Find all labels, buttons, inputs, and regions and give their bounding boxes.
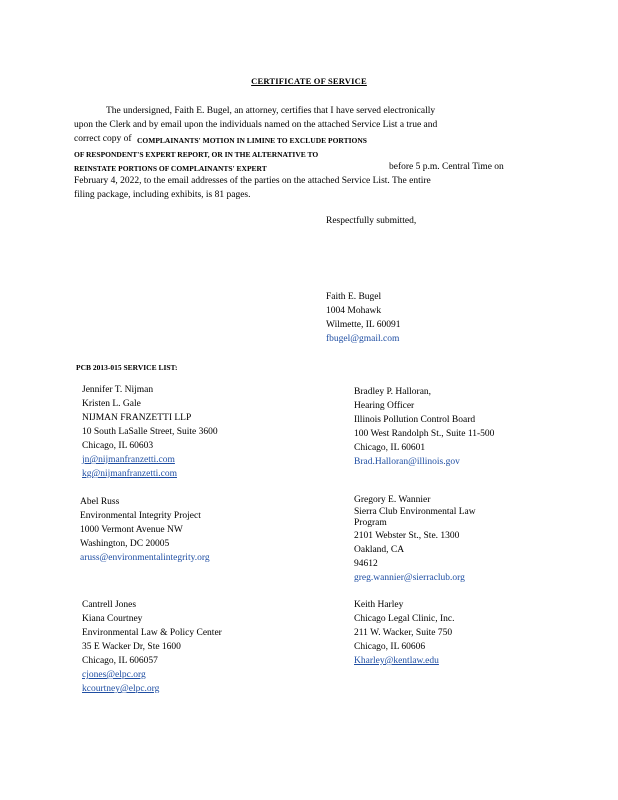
contact-line: Abel Russ bbox=[80, 497, 120, 507]
contact-line: Sierra Club Environmental Law bbox=[354, 507, 476, 517]
contact-email-link[interactable]: aruss@environmentalintegrity.org bbox=[80, 553, 210, 563]
paragraph-line-1: The undersigned, Faith E. Bugel, an attorney, certifies that I have served electronically bbox=[106, 106, 436, 116]
service-contact-russ bbox=[80, 495, 210, 565]
contact-line: Washington, DC 20005 bbox=[80, 539, 170, 549]
contact-line: Program bbox=[354, 518, 387, 528]
contact-email-link[interactable]: kg@nijmanfranzetti.com bbox=[82, 469, 178, 479]
paragraph-line-3: correct copy of bbox=[74, 134, 132, 144]
closing-line-2: February 4, 2022, to the email addresses of the parties on the attached Service List. The entire bbox=[74, 176, 431, 186]
service-contact-nijman bbox=[82, 383, 218, 481]
signature-closing: Respectfully submitted, bbox=[326, 216, 417, 226]
contact-line: Keith Harley bbox=[354, 600, 404, 610]
contact-line: Chicago, IL 60606 bbox=[354, 642, 426, 652]
contact-line: Kristen L. Gale bbox=[82, 399, 141, 409]
motion-title-line-3: REINSTATE PORTIONS OF COMPLAINANTS' EXPERT bbox=[74, 164, 267, 173]
contact-line: Illinois Pollution Control Board bbox=[354, 415, 476, 425]
signature-name: Faith E. Bugel bbox=[326, 292, 382, 302]
contact-email-link[interactable]: Brad.Halloran@illinois.gov bbox=[354, 457, 460, 467]
contact-email-link[interactable]: greg.wannier@sierraclub.org bbox=[354, 573, 465, 583]
paragraph-line-2: upon the Clerk and by email upon the individuals named on the attached Service List a true and bbox=[74, 120, 438, 130]
service-contact-elpc bbox=[82, 598, 222, 696]
contact-line: Bradley P. Halloran, bbox=[354, 387, 432, 397]
contact-line: Chicago, IL 606057 bbox=[82, 656, 158, 666]
closing-line-3: filing package, including exhibits, is 81 pages. bbox=[74, 190, 251, 200]
contact-line: Chicago Legal Clinic, Inc. bbox=[354, 614, 455, 624]
service-contact-harley bbox=[354, 598, 455, 668]
service-contact-halloran bbox=[354, 385, 494, 469]
motion-title-line-2: OF RESPONDENT'S EXPERT REPORT, OR IN THE ALTERNATIVE TO bbox=[74, 150, 319, 159]
contact-email-link[interactable]: jn@nijmanfranzetti.com bbox=[82, 455, 175, 465]
contact-line: 35 E Wacker Dr, Ste 1600 bbox=[82, 642, 181, 652]
contact-line: Chicago, IL 60603 bbox=[82, 441, 154, 451]
service-contact-wannier bbox=[354, 493, 476, 585]
contact-line: Chicago, IL 60601 bbox=[354, 443, 426, 453]
motion-title-line-1: COMPLAINANTS' MOTION IN LIMINE TO EXCLUDE PORTIONS bbox=[137, 136, 367, 145]
contact-line: Jennifer T. Nijman bbox=[82, 385, 154, 395]
contact-line: 1000 Vermont Avenue NW bbox=[80, 525, 183, 535]
contact-line: NIJMAN FRANZETTI LLP bbox=[82, 413, 192, 423]
contact-line: Environmental Law & Policy Center bbox=[82, 628, 222, 638]
signature-city: Wilmette, IL 60091 bbox=[326, 320, 401, 330]
contact-line: Gregory E. Wannier bbox=[354, 495, 431, 505]
contact-line: 211 W. Wacker, Suite 750 bbox=[354, 628, 453, 638]
contact-line: Cantrell Jones bbox=[82, 600, 137, 610]
contact-email-link[interactable]: kcourtney@elpc.org bbox=[82, 684, 160, 694]
closing-line-1: before 5 p.m. Central Time on bbox=[389, 162, 504, 172]
contact-line: Kiana Courtney bbox=[82, 614, 143, 624]
service-list-heading: PCB 2013-015 SERVICE LIST: bbox=[76, 363, 178, 372]
contact-line: Environmental Integrity Project bbox=[80, 511, 201, 521]
contact-line: Oakland, CA bbox=[354, 545, 405, 555]
contact-line: 100 West Randolph St., Suite 11-500 bbox=[354, 429, 495, 439]
contact-line: 10 South LaSalle Street, Suite 3600 bbox=[82, 427, 218, 437]
certificate-title: CERTIFICATE OF SERVICE bbox=[251, 76, 367, 86]
signature-street: 1004 Mohawk bbox=[326, 306, 382, 316]
contact-line: Hearing Officer bbox=[354, 401, 415, 411]
contact-email-link[interactable]: cjones@elpc.org bbox=[82, 670, 146, 680]
contact-line: 2101 Webster St., Ste. 1300 bbox=[354, 531, 460, 541]
signature-email-link[interactable]: fbugel@gmail.com bbox=[326, 334, 400, 344]
contact-email-link[interactable]: Kharley@kentlaw.edu bbox=[354, 656, 439, 666]
contact-line: 94612 bbox=[354, 559, 378, 569]
